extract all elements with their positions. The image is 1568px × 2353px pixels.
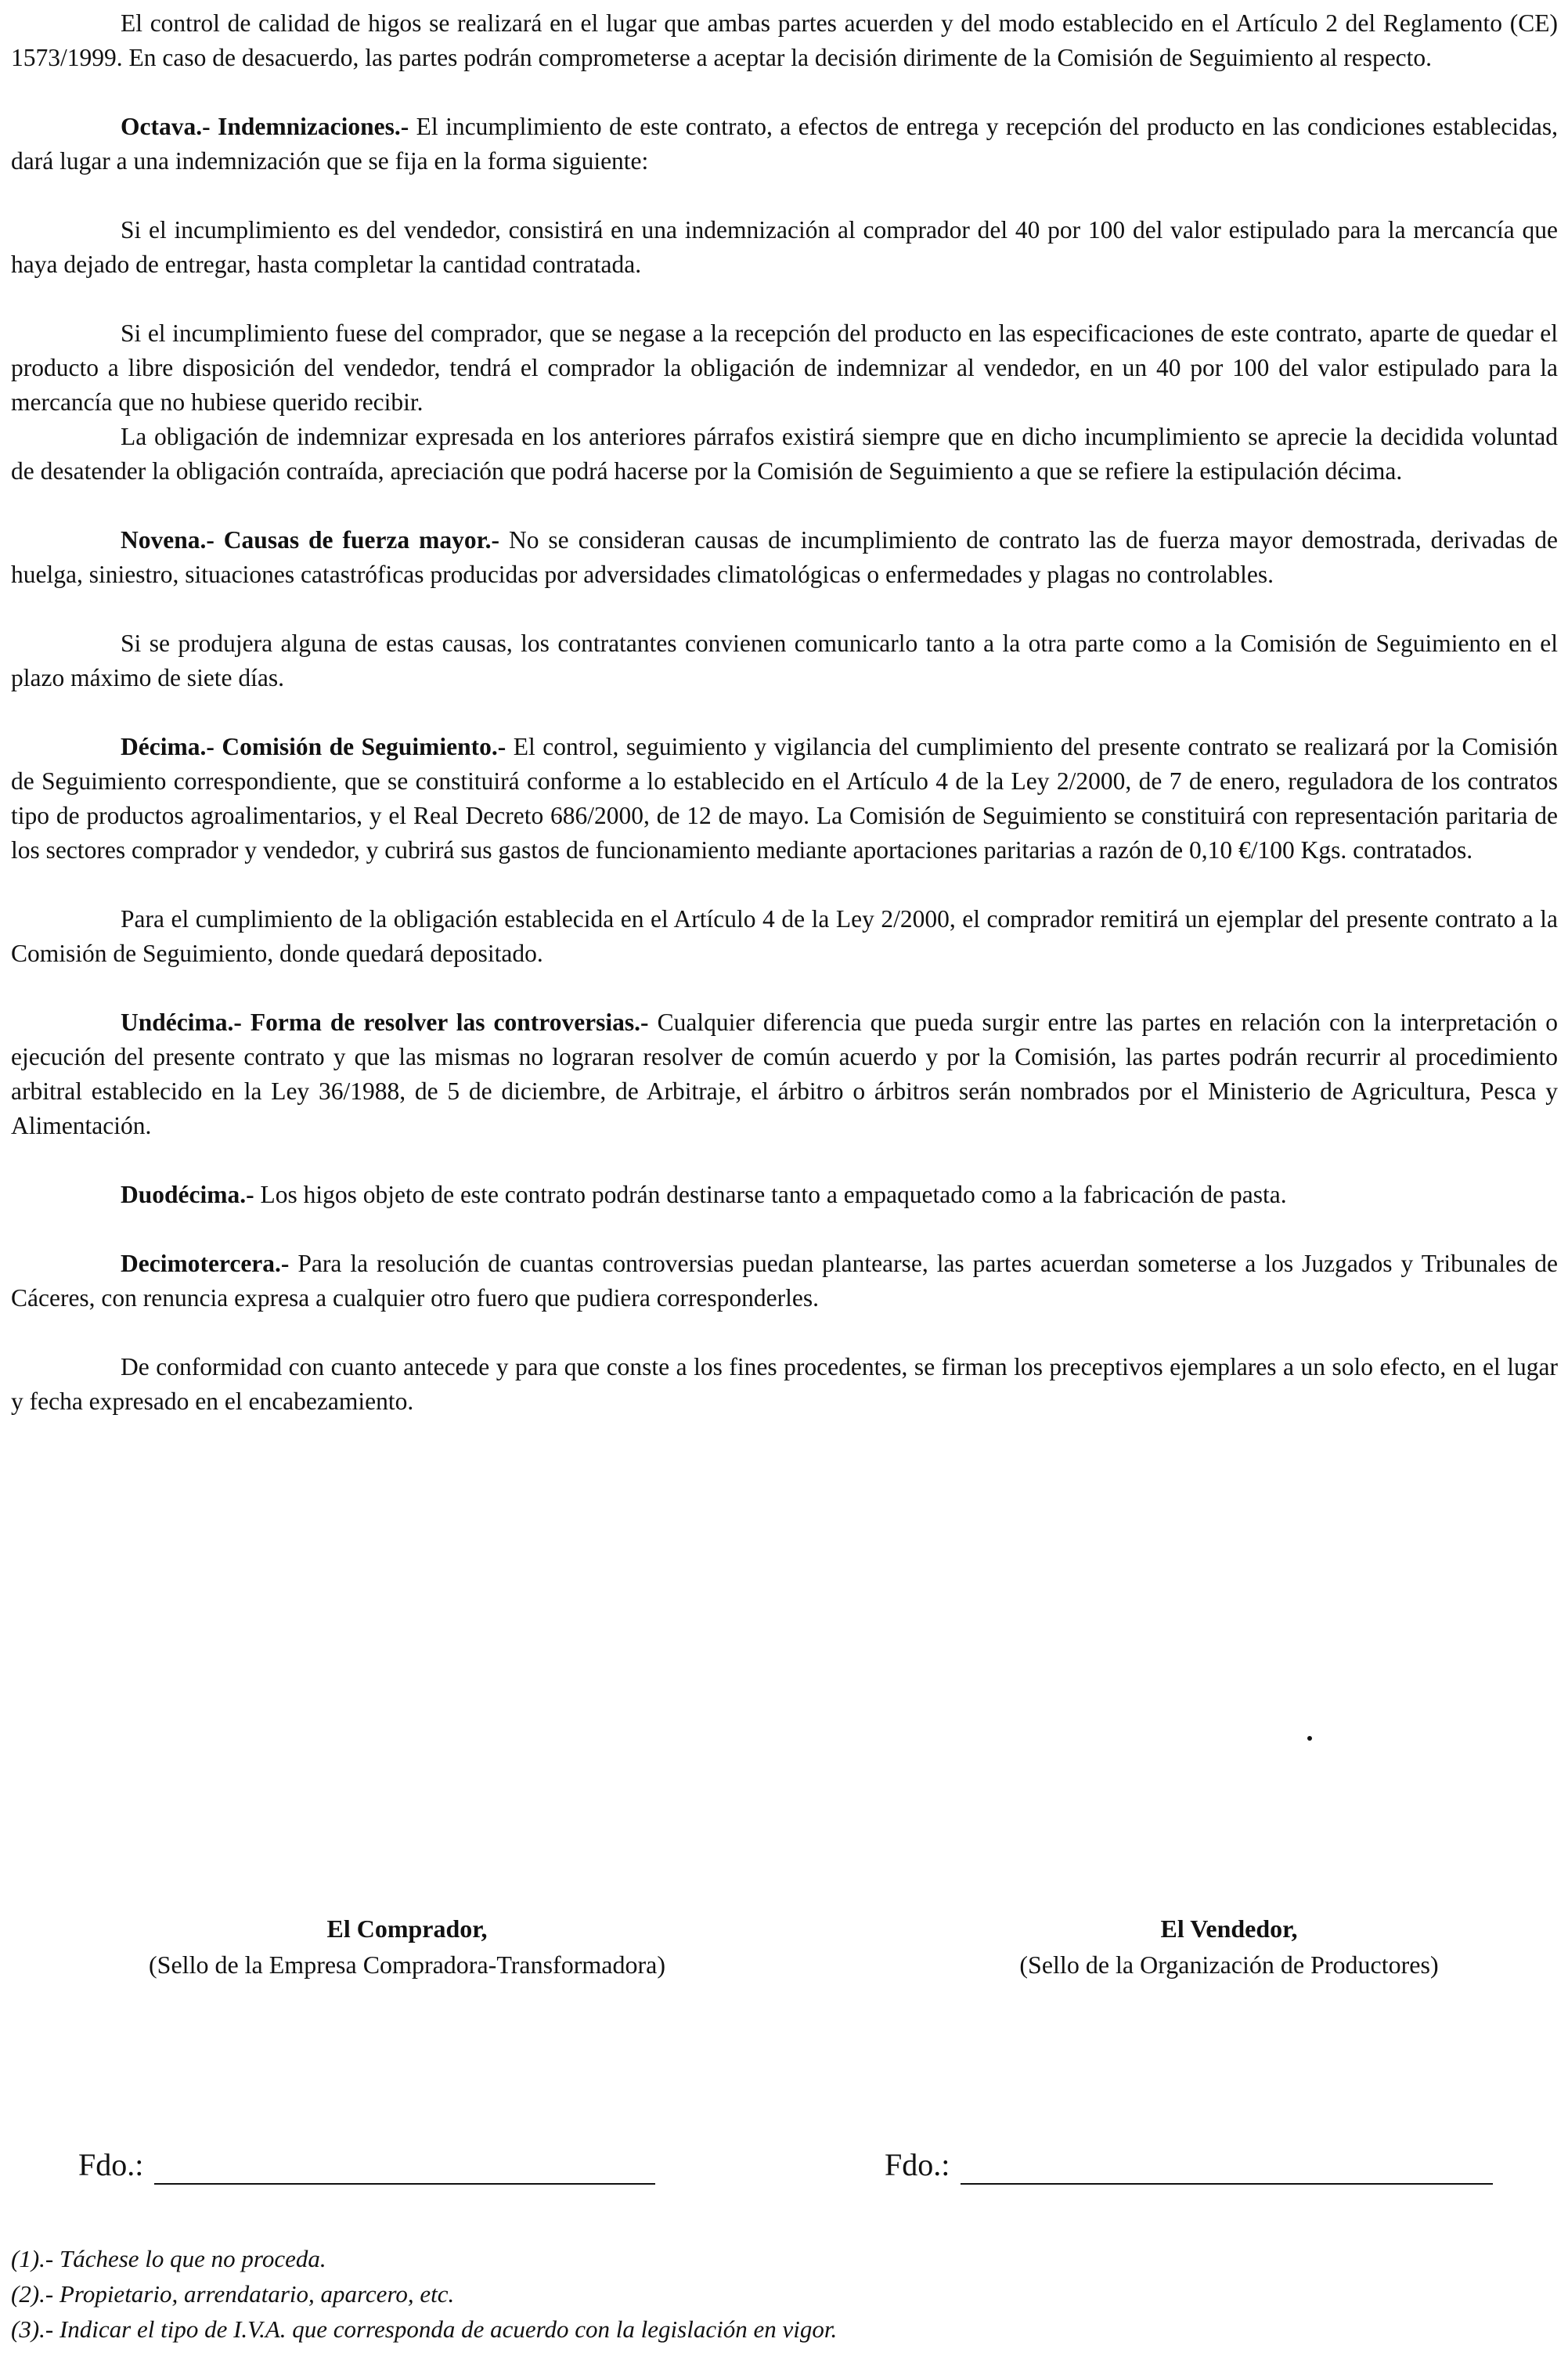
clause-novena <box>11 523 1558 592</box>
clause-decima-text: El control, seguimiento y vigilancia del cumplimiento del presente contrato se realizará por la Comisión de Seguimiento correspondiente, que se constituirá conforme a lo establecido en el Artículo 4 de la Ley 2/2000, de 7 de enero, reguladora de los contratos tipo de productos agroalimentarios, y el Real Decreto 686/2000, de 12 de mayo. La Comisión de Seguimiento se constituirá con representación paritaria de los sectores comprador y vendedor, y cubrirá sus gastos de funcionamiento mediante aportaciones paritarias a razón de 0,10 €/100 Kgs. contratados. <box>11 733 1559 864</box>
stray-dot-mark <box>1307 1736 1312 1741</box>
seller-signature-field <box>885 2145 1493 2185</box>
paragraph-incumplimiento-vendedor: Si el incumplimiento es del vendedor, consistirá en una indemnización al comprador del 40 por 100 del valor estipulado para la mercancía que haya dejado de entregar, hasta completar la cantidad contratada. <box>11 216 1558 278</box>
paragraph-incumplimiento-comprador: Si el incumplimiento fuese del comprador, que se negase a la recepción del producto en las especificaciones de este contrato, aparte de quedar el producto a libre disposición del vendedor, tendrá el comprador la obligación de indemnizar al vendedor, en un 40 por 100 del valor estipulado para la mercancía que no hubiese querido recibir. <box>11 319 1558 416</box>
clause-octava-text: El incumplimiento de este contrato, a efectos de entrega y recepción del producto en las condiciones establecidas, dará lugar a una indemnización que se fija en la forma siguiente: <box>11 113 1559 175</box>
clause-decimotercera-heading: Decimotercera.- <box>121 1250 290 1277</box>
clause-novena-heading: Novena.- Causas de fuerza mayor.- <box>121 526 500 554</box>
clause-undecima-heading: Undécima.- Forma de resolver las controversias.- <box>121 1009 649 1036</box>
clause-decima <box>11 730 1558 868</box>
clause-octava <box>11 110 1558 179</box>
buyer-signature-field <box>78 2145 655 2185</box>
clause-novena-text: No se consideran causas de incumplimiento de contrato las de fuerza mayor demostrada, derivadas de huelga, siniestro, situaciones catastróficas producidas por adversidades climatológicas o enfermedades y plagas no controlables. <box>11 526 1558 588</box>
clause-duodecima-text: Los higos objeto de este contrato podrán destinarse tanto a empaquetado como a la fabricación de pasta. <box>254 1181 1287 1208</box>
contract-page-body <box>11 6 1558 1419</box>
paragraph-obligacion-indemnizar: La obligación de indemnizar expresada en los anteriores párrafos existirá siempre que en dicho incumplimiento se aprecie la decidida voluntad de desatender la obligación contraída, apreciación que podrá hacerse por la Comisión de Seguimiento a que se refiere la estipulación décima. <box>11 423 1558 485</box>
buyer-signature-line <box>154 2152 655 2185</box>
clause-undecima-text: Cualquier diferencia que pueda surgir entre las partes en relación con la interpretación o ejecución del presente contrato y que las mismas no lograran resolver de común acuerdo y por la Comisión, las partes podrán recurrir al procedimiento arbitral establecido en la Ley 36/1988, de 5 de diciembre, de Arbitraje, el árbitro o árbitros serán nombrados por el Ministerio de Agricultura, Pesca y Alimentación. <box>11 1009 1558 1139</box>
clause-duodecima <box>11 1178 1558 1212</box>
seller-title: El Vendedor, <box>1160 1915 1298 1943</box>
clause-octava-heading: Octava.- Indemnizaciones.- <box>121 113 409 140</box>
paragraph-conformidad: De conformidad con cuanto antecede y para que conste a los fines procedentes, se firman los preceptivos ejemplares a un solo efecto, en el lugar y fecha expresado en el encabezamiento. <box>11 1353 1558 1415</box>
seller-fdo-label: Fdo.: <box>885 2147 950 2182</box>
clause-undecima <box>11 1005 1558 1143</box>
clause-decimotercera-text: Para la resolución de cuantas controversias puedan plantearse, las partes acuerdan someterse a los Juzgados y Tribunales de Cáceres, con renuncia expresa a cualquier otro fuero que pudiera corresponderles. <box>11 1250 1558 1312</box>
paragraph-cumplimiento-ley: Para el cumplimiento de la obligación establecida en el Artículo 4 de la Ley 2/2000, el comprador remitirá un ejemplar del presente contrato a la Comisión de Seguimiento, donde quedará depositado. <box>11 905 1558 967</box>
buyer-fdo-label: Fdo.: <box>78 2147 144 2182</box>
seller-signature-column <box>916 1911 1542 1983</box>
paragraph-control-calidad: El control de calidad de higos se realizará en el lugar que ambas partes acuerden y del modo establecido en el Artículo 2 del Reglamento (CE) 1573/1999. En caso de desacuerdo, las partes podrán comprometerse a aceptar la decisión dirimente de la Comisión de Seguimiento al respecto. <box>11 9 1558 71</box>
clause-decimotercera <box>11 1247 1558 1315</box>
buyer-signature-column <box>63 1911 752 1983</box>
buyer-title: El Comprador, <box>326 1915 488 1943</box>
seller-seal-note: (Sello de la Organización de Productores) <box>1019 1951 1439 1979</box>
clause-decima-heading: Décima.- Comisión de Seguimiento.- <box>121 733 506 760</box>
footnote-1: (1).- Táchese lo que no proceda. <box>11 2245 326 2272</box>
seller-signature-line <box>961 2152 1493 2185</box>
clause-duodecima-heading: Duodécima.- <box>121 1181 254 1208</box>
footnote-3: (3).- Indicar el tipo de I.V.A. que corresponda de acuerdo con la legislación en vigor. <box>11 2315 838 2343</box>
buyer-seal-note: (Sello de la Empresa Compradora-Transformadora) <box>149 1951 665 1979</box>
footnotes <box>11 2241 837 2347</box>
signature-block <box>0 1911 1568 2239</box>
paragraph-comunicacion-causas: Si se produjera alguna de estas causas, los contratantes convienen comunicarlo tanto a la otra parte como a la Comisión de Seguimiento en el plazo máximo de siete días. <box>11 630 1558 691</box>
footnote-2: (2).- Propietario, arrendatario, aparcero, etc. <box>11 2280 455 2308</box>
